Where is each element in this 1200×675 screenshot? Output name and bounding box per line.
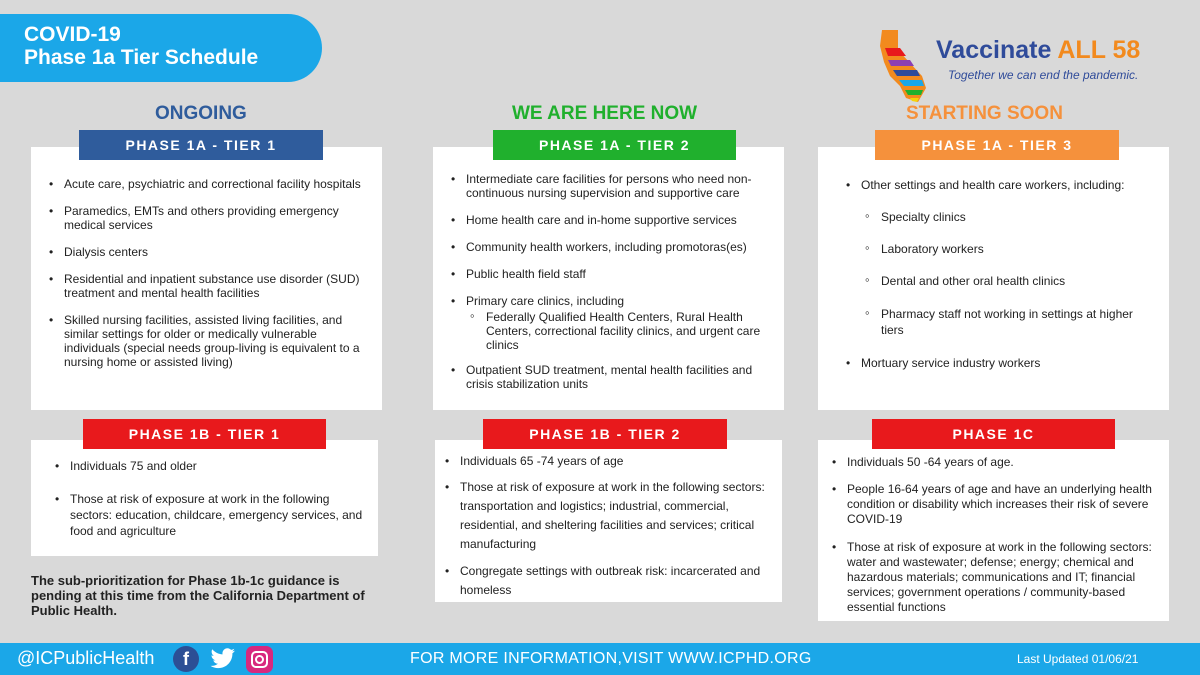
list-item: • Residential and inpatient substance use disorder (SUD) treatment and mental health facilities (45, 272, 368, 300)
social-handle: @ICPublicHealth (17, 648, 155, 668)
list-item: • People 16-64 years of age and have an underlying health condition or disability which increases their risk of severe COVID-19 (828, 482, 1157, 527)
more-info-link[interactable]: FOR MORE INFORMATION,VISIT WWW.ICPHD.ORG (410, 650, 812, 667)
list-item: • Skilled nursing facilities, assisted living facilities, and similar settings for older or medically vulnerable individuals (special needs group-living is equivalent to a nursing home or assisted living) (45, 313, 368, 369)
sub-list-item: ◦ Federally Qualified Health Centers, Rural Health Centers, correctional facility clinics, and urgent care clinics (466, 310, 772, 352)
phase-1b-tier-2-card (435, 440, 782, 602)
phase-1b-tier-2-list (441, 454, 772, 600)
sub-list-item: ◦ Specialty clinics (861, 210, 1155, 224)
list-item: • Individuals 50 -64 years of age. (828, 455, 1157, 469)
phase-1c-card (818, 440, 1169, 621)
list-item: • Primary care clinics, including ◦ Federally Qualified Health Centers, Rural Health Centers, correctional facility clinics, and urgent care clinics (447, 294, 772, 352)
sub-list-item: ◦ Pharmacy staff not working in settings at higher tiers (861, 306, 1155, 338)
title-line-1: COVID-19 (24, 23, 121, 46)
title-banner (0, 14, 322, 82)
list-item: • Those at risk of exposure at work in the following sectors: transportation and logistics; industrial, commercial, residential, and sheltering facilities and services; critical manufacturing (441, 478, 772, 554)
list-item: • Community health workers, including promotoras(es) (447, 240, 772, 254)
phase-1a-tier-2-tab: PHASE 1A - TIER 2 (493, 130, 736, 160)
list-item: • Other settings and health care workers, including: ◦ Specialty clinics ◦ Laboratory workers ◦ Dental and other oral health clinics ◦ Pharmacy staff not working in settings at higher tiers (842, 178, 1155, 338)
phase-1a-tier-2-list (447, 172, 772, 391)
list-item: • Mortuary service industry workers (842, 356, 1155, 370)
column-heading-here-now: WE ARE HERE NOW (512, 103, 698, 124)
phase-1b-tier-1-list (51, 459, 368, 539)
list-item: • Home health care and in-home supportive services (447, 213, 772, 227)
list-item: • Congregate settings with outbreak risk: incarcerated and homeless (441, 562, 772, 600)
phase-1b-tier-1-tab: PHASE 1B - TIER 1 (83, 419, 326, 449)
list-item: • Outpatient SUD treatment, mental health facilities and crisis stabilization units (447, 363, 772, 391)
last-updated: Last Updated 01/06/21 (1017, 652, 1139, 666)
phase-1b-tier-2-tab: PHASE 1B - TIER 2 (483, 419, 727, 449)
column-heading-starting-soon: STARTING SOON (906, 103, 1063, 124)
list-item: • Those at risk of exposure at work in the following sectors: education, childcare, emergency services, and food and agriculture (51, 491, 368, 539)
phase-1a-tier-3-list (842, 178, 1155, 370)
sub-list-item: ◦ Laboratory workers (861, 242, 1155, 256)
list-item: • Intermediate care facilities for persons who need non-continuous nursing supervision and supportive care (447, 172, 772, 200)
list-item: • Dialysis centers (45, 245, 368, 259)
phase-1c-tab: PHASE 1C (872, 419, 1115, 449)
list-item: • Public health field staff (447, 267, 772, 281)
phase-1a-tier-1-tab: PHASE 1A - TIER 1 (79, 130, 323, 160)
phase-1a-tier-3-tab: PHASE 1A - TIER 3 (875, 130, 1119, 160)
instagram-icon[interactable] (246, 646, 273, 673)
sub-list-item: ◦ Dental and other oral health clinics (861, 274, 1155, 288)
sub-list (466, 310, 772, 352)
sub-list (861, 210, 1155, 338)
column-heading-ongoing: ONGOING (155, 103, 247, 124)
list-item: • Those at risk of exposure at work in the following sectors: water and wastewater; defense; energy; chemical and hazardous materials; communications and IT; financial services; government operations / community-based essential functions (828, 540, 1157, 615)
phase-1a-tier-3-card (818, 147, 1169, 410)
list-item: • Individuals 65 -74 years of age (441, 454, 772, 468)
twitter-icon[interactable] (210, 648, 236, 670)
phase-1b-tier-1-card (31, 440, 378, 556)
title-line-2: Phase 1a Tier Schedule (24, 46, 259, 69)
list-item: • Paramedics, EMTs and others providing emergency medical services (45, 204, 368, 232)
facebook-icon[interactable]: f (173, 646, 199, 672)
phase-1a-tier-1-list (45, 177, 368, 369)
phase-1a-tier-2-card (433, 147, 784, 410)
footer-bar (0, 643, 1200, 675)
phase-1a-tier-1-card (31, 147, 382, 410)
list-item: • Individuals 75 and older (51, 459, 368, 473)
sub-prioritization-note: The sub-prioritization for Phase 1b-1c guidance is pending at this time from the California Department of Public Health. (31, 573, 365, 618)
list-item: • Acute care, psychiatric and correctional facility hospitals (45, 177, 368, 191)
logo-tagline: Together we can end the pandemic. (948, 68, 1139, 82)
logo-brand-text: Vaccinate ALL 58 (936, 36, 1141, 64)
phase-1c-list (828, 455, 1157, 615)
california-map-icon (876, 28, 936, 106)
